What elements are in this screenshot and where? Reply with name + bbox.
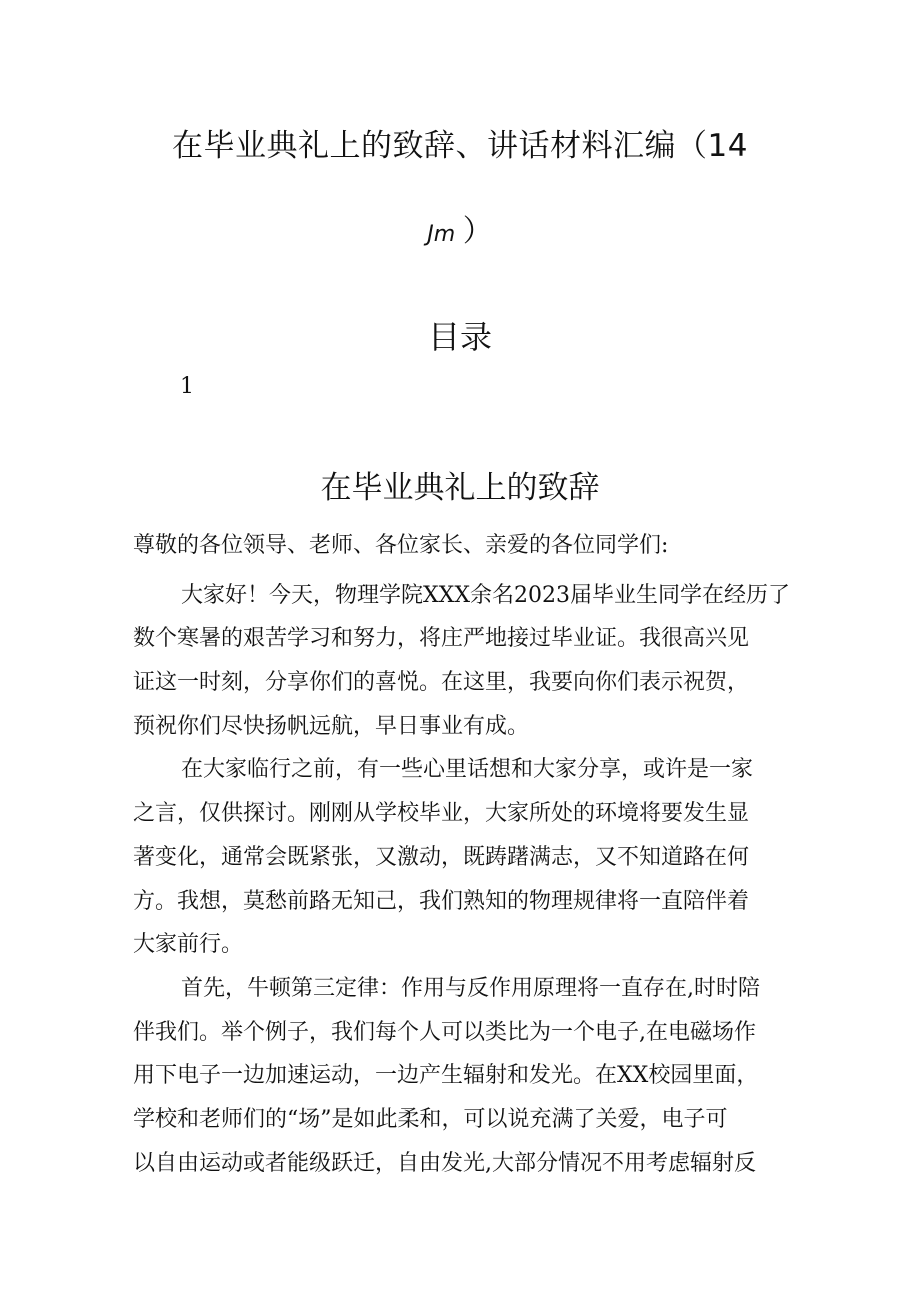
paragraph-line: 大家好！今天，物理学院XXX余名2023届毕业生同学在经历了 [181,582,790,608]
paragraph-line: 证这一时刻，分享你们的喜悦。在这里，我要向你们表示祝贺， [133,670,750,696]
salutation: 尊敬的各位领导、老师、各位家长、亲爱的各位同学们: [133,533,669,558]
paragraph-line: 预祝你们尽快扬帆远航，早日事业有成。 [133,713,530,739]
section-title: 在毕业典礼上的致辞 [320,470,600,506]
paragraph-line: 在大家临行之前，有一些心里话想和大家分享，或许是一家 [181,757,754,783]
paragraph-line: 数个寒暑的艰苦学习和努力，将庄严地接过毕业证。我很高兴见 [133,626,750,652]
paragraph-line: 用下电子一边加速运动，一边产生辐射和发光。在XX校园里面， [133,1063,759,1089]
paragraph-line: 方。我想，莫愁前路无知己，我们熟知的物理规律将一直陪伴着 [133,888,750,914]
document-title: 在毕业典礼上的致辞、讲话材料汇编（14 [172,128,748,164]
paragraph-line: 大家前行。 [133,932,244,958]
speech-body [133,524,793,1185]
paragraph-1 [133,574,793,749]
title-closing-paren: ） [462,214,493,249]
paragraph-3 [133,967,793,1185]
paragraph-line: 以自由运动或者能级跃迁，自由发光,大部分情况不用考虑辐射反 [133,1150,756,1176]
paragraph-2 [133,748,793,966]
toc-entry-number: 1 [180,374,194,399]
paragraph-line: 之言，仅供探讨。刚刚从学校毕业，大家所处的环境将要发生显 [133,801,750,827]
paragraph-line: 伴我们。举个例子，我们每个人可以类比为一个电子,在电磁场作 [133,1019,756,1045]
paragraph-line: 首先，牛顿第三定律：作用与反作用原理将一直存在,时时陪 [181,975,760,1001]
title-suffix: Jm [427,222,456,247]
paragraph-line: 著变化，通常会既紧张，又激动，既踌躇满志，又不知道路在何 [133,844,750,870]
toc-heading: 目录 [427,318,492,356]
document-title-continuation [0,206,920,250]
paragraph-line: 学校和老师们的“场”是如此柔和，可以说充满了关爱，电子可 [133,1106,728,1132]
